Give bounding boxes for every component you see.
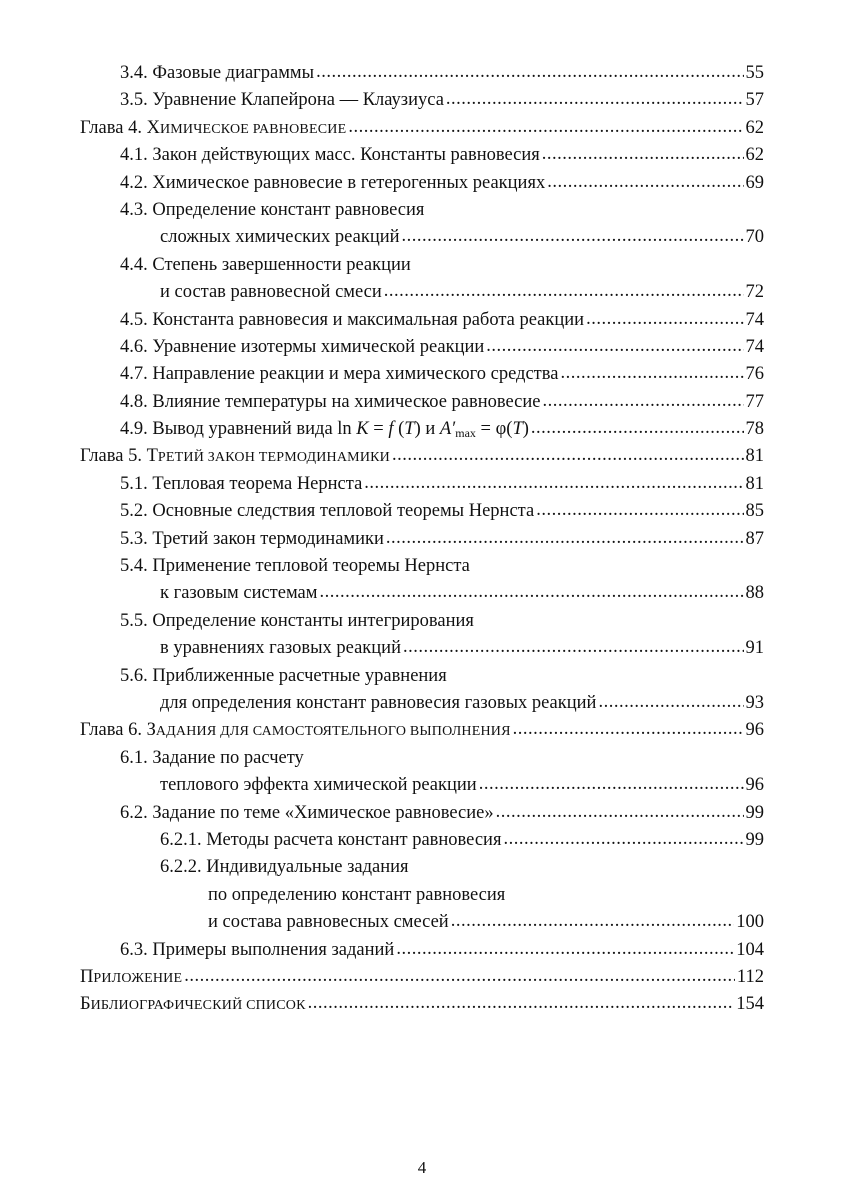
entry-title: Уравнение Клапейрона — Клаузиуса: [152, 90, 444, 111]
entry-page: 62: [745, 117, 764, 138]
entry-page: 57: [745, 90, 764, 111]
leader-dots: [403, 634, 744, 661]
entry-page: 77: [745, 391, 764, 412]
toc-entry-continuation: [80, 772, 764, 799]
entry-title: и состав равновесной смеси: [160, 282, 382, 303]
leader-dots: [364, 470, 743, 497]
entry-page: 76: [745, 364, 764, 385]
entry-title: сложных химических реакций: [160, 227, 400, 248]
chapter-title-rest: АДАНИЯ ДЛЯ САМОСТОЯТЕЛЬНОГО ВЫПОЛНЕНИЯ: [155, 724, 511, 740]
entry-title: Константа равновесия и максимальная работа реакции: [152, 309, 585, 330]
toc-entry: [80, 745, 764, 772]
toc-chapter: [80, 443, 764, 470]
formula-subscript: max: [455, 426, 476, 441]
toc-bibliography: [80, 991, 764, 1018]
chapter-title-initial: З: [146, 720, 156, 741]
chapter-title-rest: ИМИЧЕСКОЕ РАВНОВЕСИЕ: [159, 121, 347, 137]
toc-entry: [80, 87, 764, 114]
leader-dots: [542, 141, 744, 168]
entry-page: 74: [745, 336, 764, 357]
entry-page: 100: [736, 912, 764, 933]
leader-dots: [547, 169, 743, 196]
leader-dots: [496, 799, 744, 826]
entry-page: 78: [745, 419, 764, 440]
formula-part: = φ(: [475, 419, 513, 440]
entry-title: Методы расчета констант равновесия: [206, 829, 502, 850]
leader-dots: [319, 579, 743, 606]
toc-entry: [80, 60, 764, 87]
entry-title: Задание по теме «Химическое равновесие»: [152, 802, 494, 823]
entry-page: 96: [745, 720, 764, 741]
formula-var: T: [512, 419, 523, 440]
toc-entry: [80, 498, 764, 525]
leader-dots: [386, 525, 744, 552]
leader-dots: [486, 333, 743, 360]
entry-title: Уравнение изотермы химической реакции: [152, 336, 485, 357]
toc-entry-continuation: [80, 279, 764, 306]
leader-dots: [308, 990, 735, 1017]
entry-number: 4.3.: [120, 199, 148, 220]
entry-title: Приближенные расчетные уравнения: [152, 665, 447, 686]
entry-title: в уравнениях газовых реакций: [160, 638, 401, 659]
leader-dots: [316, 59, 743, 86]
toc-appendix: [80, 964, 764, 991]
title-rest: ИБЛИОГРАФИЧЕСКИЙ СПИСОК: [90, 998, 306, 1014]
title-initial: Б: [80, 994, 91, 1015]
entry-title: Тепловая теорема Нернста: [152, 473, 363, 494]
entry-title: Третий закон термодинамики: [152, 528, 384, 549]
entry-page: 99: [745, 802, 764, 823]
toc-entry: [80, 252, 764, 279]
leader-dots: [392, 442, 744, 469]
toc-subentry: [80, 854, 764, 881]
toc-entry: [80, 416, 764, 443]
entry-title: Определение констант равновесия: [152, 199, 425, 220]
chapter-title-initial: Т: [146, 446, 158, 467]
entry-page: 104: [736, 939, 764, 960]
chapter-number: Глава 4.: [80, 117, 142, 138]
entry-title: Влияние температуры на химическое равновесие: [152, 391, 541, 412]
entry-number: 6.2.: [120, 802, 148, 823]
entry-number: 6.2.2.: [160, 857, 202, 878]
formula-var: T: [404, 419, 415, 440]
entry-title: Степень завершенности реакции: [152, 254, 411, 275]
entry-number: 5.2.: [120, 501, 148, 522]
entry-page: 87: [745, 528, 764, 549]
entry-title: Основные следствия тепловой теоремы Нернста: [152, 501, 535, 522]
formula-var: f: [388, 419, 394, 440]
leader-dots: [184, 963, 735, 990]
entry-title: Задание по расчету: [152, 747, 304, 768]
toc-entry: [80, 389, 764, 416]
entry-number: 6.2.1.: [160, 829, 202, 850]
formula-var: K: [356, 419, 369, 440]
entry-page: 81: [745, 473, 764, 494]
entry-number: 4.4.: [120, 254, 148, 275]
formula-part: ) и: [414, 419, 440, 440]
entry-title: Примеры выполнения заданий: [152, 939, 395, 960]
toc-entry-continuation: [80, 580, 764, 607]
leader-dots: [543, 388, 744, 415]
entry-title: по определению констант равновесия: [208, 884, 506, 905]
entry-title: Химическое равновесие в гетерогенных реакциях: [152, 172, 546, 193]
entry-number: 4.2.: [120, 172, 148, 193]
leader-dots: [536, 497, 743, 524]
toc-entry: [80, 307, 764, 334]
entry-number: 5.4.: [120, 556, 148, 577]
entry-page: 62: [745, 145, 764, 166]
toc-entry: [80, 197, 764, 224]
leader-dots: [560, 360, 743, 387]
entry-number: 4.6.: [120, 336, 148, 357]
toc-entry-continuation: [80, 635, 764, 662]
toc-entry: [80, 663, 764, 690]
toc-chapter: [80, 115, 764, 142]
page-number: 4: [417, 1158, 427, 1177]
entry-page: 91: [745, 638, 764, 659]
toc-entry: [80, 334, 764, 361]
entry-number: 6.1.: [120, 747, 148, 768]
formula-part: ): [522, 419, 529, 440]
entry-title: для определения констант равновесия газовых реакций: [160, 692, 597, 713]
leader-dots: [348, 114, 743, 141]
entry-title: и состава равновесных смесей: [208, 912, 449, 933]
entry-page: 96: [745, 775, 764, 796]
toc-entry: [80, 170, 764, 197]
toc-subentry: [80, 827, 764, 854]
leader-dots: [479, 771, 744, 798]
leader-dots: [586, 306, 743, 333]
entry-number: 4.8.: [120, 391, 148, 412]
toc-entry-continuation: [80, 882, 764, 909]
leader-dots: [503, 826, 743, 853]
entry-page: 99: [745, 829, 764, 850]
entry-number: 5.1.: [120, 473, 148, 494]
toc-entry: [80, 142, 764, 169]
entry-number: 4.5.: [120, 309, 148, 330]
entry-title: к газовым системам: [160, 583, 318, 604]
toc-entry: [80, 937, 764, 964]
toc-entry-continuation: [80, 224, 764, 251]
entry-number: 4.1.: [120, 145, 148, 166]
leader-dots: [531, 415, 744, 442]
entry-number: 4.7.: [120, 364, 148, 385]
entry-number: 6.3.: [120, 939, 148, 960]
entry-page: 55: [745, 63, 764, 83]
entry-page: 85: [745, 501, 764, 522]
formula-part: (: [393, 419, 405, 440]
toc-entry: [80, 526, 764, 553]
formula-part: =: [368, 419, 389, 440]
toc-entry: [80, 800, 764, 827]
toc-entry-continuation: [80, 909, 764, 936]
entry-page: 93: [745, 692, 764, 713]
toc-entry: [80, 471, 764, 498]
entry-title: Применение тепловой теоремы Нернста: [152, 556, 470, 577]
formula-var: A′: [439, 419, 456, 440]
table-of-contents: [80, 60, 764, 1019]
title-rest: РИЛОЖЕНИЕ: [93, 970, 183, 986]
entry-number: 5.6.: [120, 665, 148, 686]
entry-page: 88: [745, 583, 764, 604]
entry-number: 3.4.: [120, 63, 148, 83]
toc-entry: [80, 608, 764, 635]
leader-dots: [446, 86, 744, 113]
title-initial: П: [80, 966, 94, 987]
entry-page: 69: [745, 172, 764, 193]
entry-title: Направление реакции и мера химического средства: [152, 364, 559, 385]
chapter-number: Глава 5.: [80, 446, 142, 467]
formula-part: Вывод уравнений вида ln: [152, 419, 352, 440]
chapter-title-rest: РЕТИЙ ЗАКОН ТЕРМОДИНАМИКИ: [157, 450, 390, 466]
entry-page: 72: [745, 282, 764, 303]
entry-title: Индивидуальные задания: [206, 857, 409, 878]
leader-dots: [451, 908, 735, 935]
entry-title: теплового эффекта химической реакции: [160, 775, 477, 796]
toc-entry: [80, 361, 764, 388]
toc-chapter: [80, 717, 764, 744]
toc-entry: [80, 553, 764, 580]
toc-entry-continuation: [80, 690, 764, 717]
entry-page: 112: [736, 966, 764, 987]
leader-dots: [402, 223, 744, 250]
entry-title: Определение константы интегрирования: [152, 610, 474, 631]
entry-number: 3.5.: [120, 90, 148, 111]
entry-page: 74: [745, 309, 764, 330]
leader-dots: [598, 689, 743, 716]
chapter-title-initial: Х: [146, 117, 160, 138]
entry-number: 4.9.: [120, 419, 148, 440]
entry-title: Фазовые диаграммы: [152, 63, 315, 83]
chapter-number: Глава 6.: [80, 720, 142, 741]
entry-number: 5.5.: [120, 610, 148, 631]
leader-dots: [396, 936, 734, 963]
leader-dots: [513, 716, 744, 743]
entry-page: 81: [745, 446, 764, 467]
entry-title: Закон действующих масс. Константы равновесия: [152, 145, 540, 166]
entry-page: 154: [736, 994, 764, 1015]
leader-dots: [384, 278, 744, 305]
entry-page: 70: [745, 227, 764, 248]
entry-number: 5.3.: [120, 528, 148, 549]
